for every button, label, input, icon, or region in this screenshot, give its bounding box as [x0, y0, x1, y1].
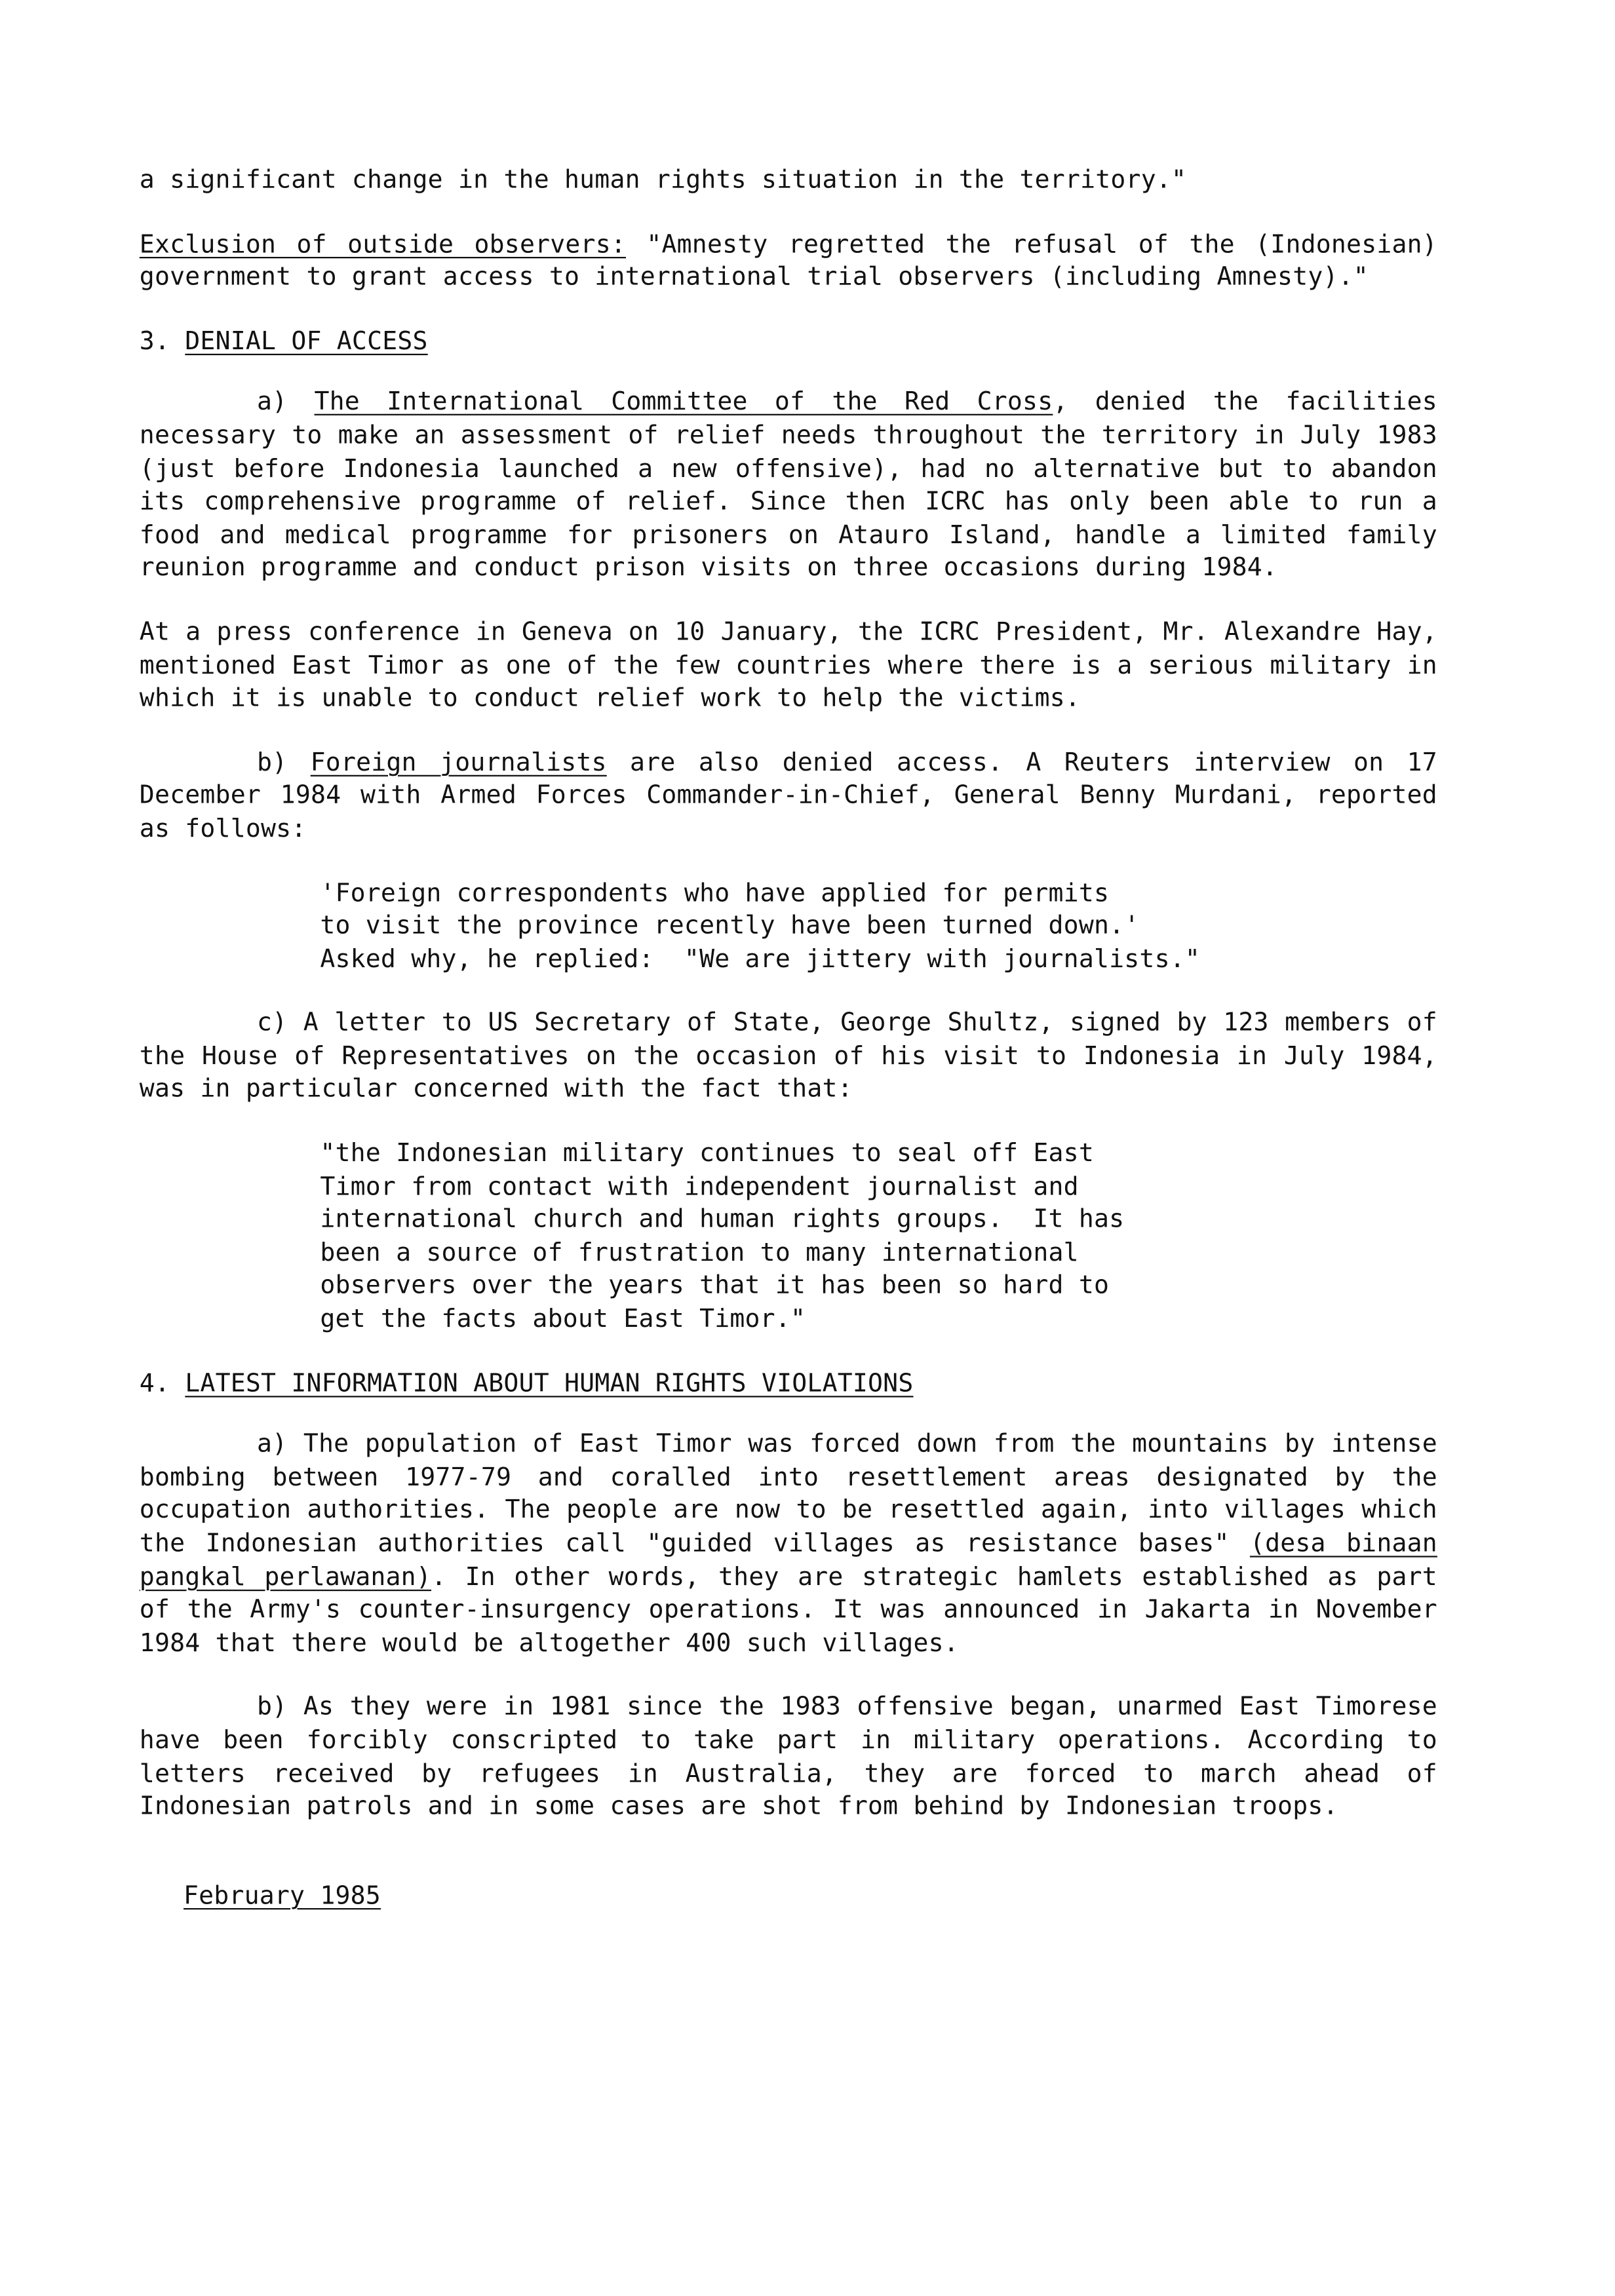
- section-3-title: DENIAL OF ACCESS: [185, 327, 428, 356]
- paragraph-3a-text: , denied the facilities necessary to make an assessment of relief needs throughout the territory in July 1983 (just before Indonesia launched a new offensive), had no alternative but to abandon its comprehensive programme of relief. Since then ICRC has only been able to run a food and medical programme for prisoners on Atauro Island, handle a limited family reunion programme and conduct prison visits on three occasions during 1984.: [139, 388, 1437, 584]
- murdani-quote: [320, 877, 1260, 976]
- section-3-heading: [140, 326, 1437, 359]
- paragraph-4b: [140, 1691, 1437, 1824]
- document-page: [140, 164, 1437, 1944]
- quote-line: to visit the province recently have been turned down.': [320, 911, 1140, 942]
- paragraph-3c-text: A letter to US Secretary of State, George Shultz, signed by 123 members of the House of Representatives on the occasion of his visit to Indonesia in July 1984, was in particular concerned with the fact that:: [139, 1008, 1437, 1105]
- paragraph-3b: [140, 747, 1437, 847]
- quote-line: been a source of frustration to many international: [320, 1238, 1079, 1269]
- continuation-text: a significant change in the human rights situation in the territory.": [139, 166, 1187, 195]
- quote-line: observers over the years that it has been so hard to: [320, 1271, 1110, 1301]
- section-3-number: 3.: [139, 327, 185, 356]
- press-conference-paragraph: [140, 617, 1437, 716]
- paragraph-4b-text: As they were in 1981 since the 1983 offensive began, unarmed East Timorese have been forcibly conscripted to take part in military operations. According to letters received by refugees in Australia, they are forced to march ahead of Indonesian patrols and in some cases are shot from behind by Indonesian troops.: [139, 1693, 1437, 1822]
- section-4-number: 4.: [139, 1369, 185, 1398]
- desa-binaan-term: (desa binaan pangkal perlawanan): [139, 1529, 1437, 1592]
- paragraph-3a-marker: a): [257, 388, 315, 417]
- quote-line: Timor from contact with independent journalist and: [320, 1172, 1079, 1202]
- paragraph-4b-marker: b): [257, 1693, 303, 1723]
- quote-line: international church and human rights groups. It has: [320, 1205, 1125, 1235]
- quote-line: get the facts about East Timor.": [320, 1305, 806, 1335]
- congress-letter-quote: [320, 1138, 1260, 1337]
- paragraph-4a-text-after: . In other words, they are strategic hamlets established as part of the Army's counter-insurgency operations. It was announced in Jakarta in November 1984 that there would be altogether 400 such villages.: [139, 1562, 1437, 1658]
- exclusion-text: "Amnesty regretted the refusal of the (Indonesian) government to grant access to international trial observers (including Amnesty).": [139, 229, 1437, 293]
- quote-line: 'Foreign correspondents who have applied for permits: [320, 878, 1110, 908]
- section-4-title: LATEST INFORMATION ABOUT HUMAN RIGHTS VIOLATIONS: [185, 1369, 914, 1398]
- quote-line: "the Indonesian military continues to seal off East: [320, 1139, 1094, 1169]
- press-conference-text: At a press conference in Geneva on 10 January, the ICRC President, Mr. Alexandre Hay, mentioned East Timor as one of the few countries where there is a serious military in which it is unable to conduct relief work to help the victims.: [139, 617, 1437, 714]
- foreign-journalists-reference: Foreign journalists: [310, 748, 607, 778]
- paragraph-3c-marker: c): [257, 1008, 303, 1039]
- paragraph-3b-marker: b): [257, 748, 311, 778]
- exclusion-heading: Exclusion of outside observers:: [139, 229, 627, 259]
- paragraph-3b-text: are also denied access. A Reuters interview on 17 December 1984 with Armed Forces Commander-in-Chief, General Benny Murdani, reported as follows:: [139, 748, 1437, 844]
- icrc-reference: The International Committee of the Red Cross: [314, 388, 1053, 417]
- paragraph-4a-marker: a): [257, 1430, 303, 1460]
- quote-line: Asked why, he replied: "We are jittery with journalists.": [320, 944, 1201, 974]
- continuation-paragraph: [140, 164, 1437, 198]
- paragraph-3c: [140, 1007, 1437, 1107]
- paragraph-3a: [140, 387, 1437, 586]
- document-date-text: February 1985: [184, 1881, 381, 1911]
- paragraph-4a-text-before: The population of East Timor was forced down from the mountains by intense bombing between 1977-79 and coralled into resettlement areas designated by the occupation authorities. The people are now to be resettled again, into villages which the Indonesian authorities call "guided villages as resistance bases": [139, 1430, 1437, 1559]
- exclusion-paragraph: [140, 229, 1437, 295]
- section-4-heading: [140, 1368, 1437, 1401]
- paragraph-4a: [140, 1428, 1437, 1660]
- document-date: [184, 1880, 1437, 1913]
